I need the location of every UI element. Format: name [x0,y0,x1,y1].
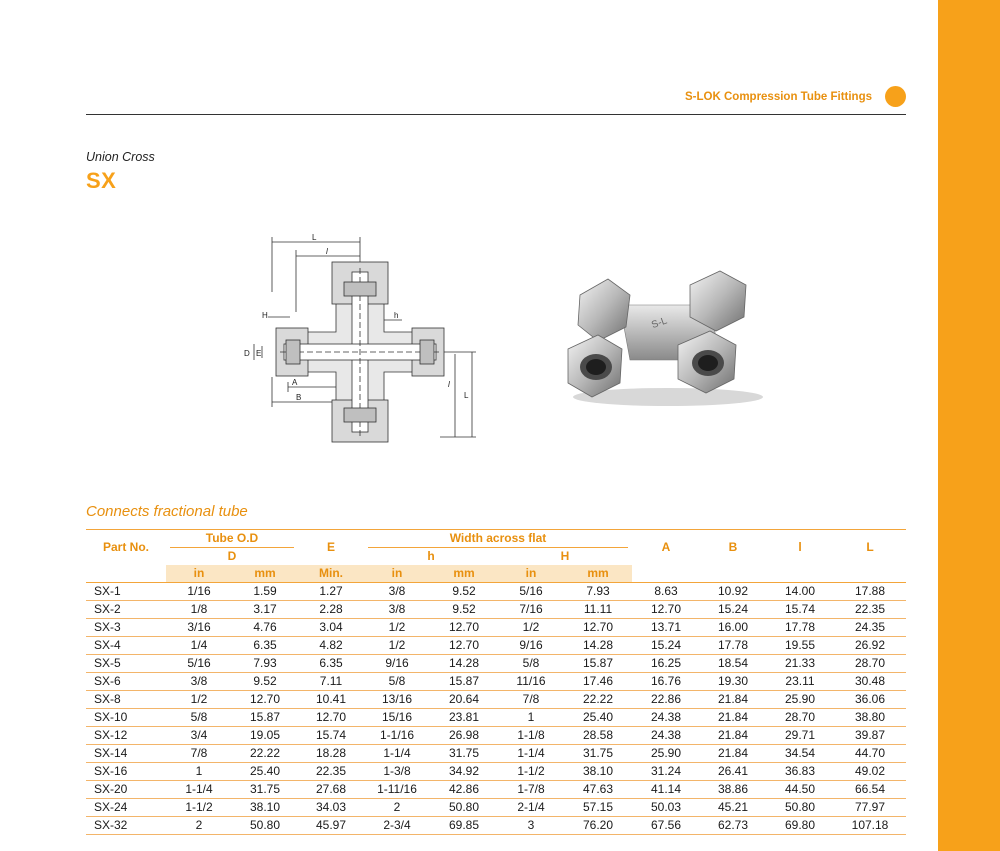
table-cell: 17.46 [582,674,614,688]
table-cell: 13.71 [650,620,682,634]
table-cell: 34.54 [784,746,816,760]
table-cell: 15.87 [249,710,281,724]
table-cell: 50.03 [650,800,682,814]
table-cell: 9.52 [452,602,476,616]
table-cell: 39.87 [854,728,886,742]
table-row [86,817,906,835]
table-cell: 107.18 [851,818,889,832]
part-number-cell: SX-5 [94,656,121,670]
table-cell: 5/16 [519,584,543,598]
table-cell: 23.11 [785,674,815,688]
table-cell: 3.17 [253,602,277,616]
table-cell: 1-1/8 [517,728,545,742]
table-cell: 7/8 [190,746,208,760]
table-cell: 22.35 [315,764,347,778]
header-e: E [326,540,335,554]
table-cell: 2.28 [319,602,343,616]
spec-table [86,529,906,835]
table-cell: 25.90 [784,692,816,706]
table-row [86,763,906,781]
table-cell: 15.74 [315,728,347,742]
table-cell: 1-7/8 [517,782,545,796]
table-cell: 1-1/4 [517,746,545,760]
table-cell: 15.24 [717,602,749,616]
table-cell: 36.83 [784,764,816,778]
table-cell: 2 [195,818,203,832]
table-cell: 19.55 [784,638,816,652]
table-row [86,637,906,655]
header-title: S-LOK Compression Tube Fittings [685,91,872,103]
table-cell: 38.80 [854,710,886,724]
table-cell: 6.35 [253,638,277,652]
technical-drawing [240,232,480,447]
table-cell: 7.93 [586,584,610,598]
table-cell: 77.97 [854,800,886,814]
table-cell: 24.35 [854,620,886,634]
header-width-across-flat: Width across flat [368,530,628,548]
table-cell: 26.92 [854,638,886,652]
table-cell: 12.70 [448,620,480,634]
table-cell: 16.76 [650,674,682,688]
table-cell: 45.21 [717,800,749,814]
part-number-cell: SX-16 [94,764,128,778]
table-row [86,709,906,727]
table-cell: 69.80 [784,818,816,832]
table-cell: 1-1/16 [379,728,415,742]
table-cell: 18.54 [717,656,749,670]
table-cell: 1/8 [190,602,208,616]
table-cell: 7.93 [253,656,277,670]
side-accent-stripe [938,0,1000,851]
table-cell: 28.70 [854,656,886,670]
drawing-label-h: h [394,311,399,320]
table-cell: 15.87 [582,656,614,670]
part-number-cell: SX-3 [94,620,121,634]
table-cell: 76.20 [582,818,614,832]
part-number-cell: SX-10 [94,710,128,724]
table-cell: 1/2 [388,620,406,634]
table-cell: 44.70 [854,746,886,760]
table-row [86,691,906,709]
table-cell: 1-1/2 [185,800,213,814]
table-cell: 25.40 [249,764,281,778]
table-cell: 42.86 [448,782,480,796]
part-number-cell: SX-32 [94,818,128,832]
table-cell: 50.80 [249,818,281,832]
table-row [86,745,906,763]
header-mm-1: mm [232,565,298,583]
table-cell: 10.92 [717,584,749,598]
table-cell: 5/16 [187,656,211,670]
table-cell: 5/8 [522,656,540,670]
table-cell: 50.80 [448,800,480,814]
drawing-label-L-side: L [464,391,469,400]
table-cell: 9/16 [519,638,543,652]
table-cell: 4.76 [253,620,277,634]
table-cell: 31.24 [650,764,682,778]
table-cell: 4.82 [319,638,343,652]
table-cell: 9/16 [385,656,409,670]
part-number-cell: SX-12 [94,728,128,742]
table-cell: 34.92 [448,764,480,778]
table-cell: 5/8 [190,710,208,724]
table-row [86,619,906,637]
part-number-cell: SX-24 [94,800,128,814]
table-row [86,655,906,673]
table-cell: 34.03 [315,800,347,814]
page-header [86,84,906,115]
header-b: B [728,540,738,554]
part-number-cell: SX-6 [94,674,121,688]
table-cell: 14.28 [448,656,480,670]
table-cell: 12.70 [650,602,682,616]
table-cell: 31.75 [249,782,281,796]
table-cell: 16.00 [717,620,749,634]
table-cell: 3/8 [388,602,406,616]
table-cell: 1/2 [190,692,208,706]
table-cell: 17.78 [784,620,816,634]
product-name: Union Cross [86,150,155,164]
spec-table-body [86,583,906,835]
header-d: D [227,549,237,563]
table-cell: 19.30 [717,674,749,688]
product-photo [560,265,775,410]
table-cell: 1-1/2 [517,764,545,778]
table-row [86,727,906,745]
table-cell: 16.25 [650,656,682,670]
header-mm-2: mm [430,565,498,583]
table-cell: 10.41 [315,692,347,706]
drawing-label-H: H [262,311,268,320]
table-cell: 15.74 [784,602,816,616]
table-cell: 30.48 [854,674,886,688]
table-cell: 2-1/4 [517,800,545,814]
table-cell: 62.73 [717,818,749,832]
header-mm-3: mm [564,565,632,583]
table-cell: 9.52 [452,584,476,598]
table-cell: 31.75 [582,746,614,760]
table-cell: 24.38 [650,710,682,724]
table-cell: 26.41 [717,764,749,778]
table-cell: 38.10 [582,764,614,778]
table-cell: 24.38 [650,728,682,742]
header-h-small: h [427,549,435,563]
table-cell: 66.54 [854,782,886,796]
part-number-cell: SX-1 [94,584,121,598]
table-cell: 12.70 [315,710,347,724]
header-in-1: in [166,565,232,583]
table-cell: 25.90 [650,746,682,760]
table-cell: 1 [527,710,535,724]
table-cell: 23.81 [448,710,480,724]
table-cell: 1/2 [522,620,540,634]
table-cell: 36.06 [854,692,886,706]
header-part-no: Part No. [102,540,149,554]
table-cell: 14.00 [784,584,816,598]
table-cell: 11.11 [583,602,613,616]
table-cell: 13/16 [381,692,413,706]
table-cell: 49.02 [854,764,886,778]
table-cell: 38.86 [717,782,749,796]
table-cell: 12.70 [582,620,614,634]
header-dot-icon [885,86,906,107]
table-cell: 1-11/16 [377,782,417,796]
table-cell: 5/8 [388,674,406,688]
svg-text:S-L: S-L [650,315,669,332]
table-cell: 69.85 [448,818,480,832]
header-tube-od: Tube O.D [170,530,294,548]
table-cell: 1/2 [388,638,406,652]
table-cell: 15.24 [650,638,682,652]
drawing-label-L: L [312,233,317,242]
table-cell: 45.97 [315,818,347,832]
table-cell: 22.86 [650,692,682,706]
part-number-cell: SX-20 [94,782,128,796]
table-cell: 20.64 [448,692,480,706]
table-cell: 14.28 [582,638,614,652]
table-cell: 9.52 [253,674,277,688]
table-cell: 22.22 [582,692,614,706]
table-cell: 2-3/4 [383,818,411,832]
table-cell: 11/16 [516,674,546,688]
section-title: Connects fractional tube [86,503,248,520]
table-row [86,673,906,691]
table-row [86,781,906,799]
header-in-3: in [498,565,564,583]
table-cell: 3.04 [319,620,343,634]
table-cell: 3/4 [190,728,208,742]
table-cell: 50.80 [784,800,816,814]
table-cell: 7/16 [519,602,543,616]
header-h-large: H [560,549,570,563]
table-row [86,799,906,817]
header-l-large: L [866,540,874,554]
table-cell: 57.15 [582,800,614,814]
drawing-label-B: B [296,393,302,402]
table-cell: 15.87 [448,674,480,688]
table-row [86,583,906,601]
product-code: SX [86,168,117,193]
table-cell: 3/16 [187,620,211,634]
table-cell: 21.33 [784,656,816,670]
table-cell: 8.63 [654,584,678,598]
table-cell: 3/8 [190,674,208,688]
table-cell: 31.75 [448,746,480,760]
drawing-label-l-side: l [448,380,450,389]
table-cell: 25.40 [582,710,614,724]
table-cell: 38.10 [249,800,281,814]
part-number-cell: SX-2 [94,602,121,616]
table-cell: 26.98 [448,728,480,742]
table-cell: 19.05 [249,728,281,742]
table-cell: 28.70 [784,710,816,724]
table-cell: 15/16 [381,710,413,724]
table-cell: 22.35 [854,602,886,616]
table-cell: 21.84 [717,710,749,724]
header-a: A [661,540,671,554]
table-cell: 12.70 [249,692,281,706]
table-cell: 18.28 [315,746,347,760]
part-number-cell: SX-14 [94,746,128,760]
drawing-label-l-top: l [326,247,328,256]
table-cell: 3/8 [388,584,406,598]
drawing-label-A: A [292,378,298,387]
table-cell: 12.70 [448,638,480,652]
table-cell: 29.71 [784,728,816,742]
table-cell: 6.35 [319,656,343,670]
part-number-cell: SX-4 [94,638,121,652]
table-cell: 1.59 [253,584,277,598]
table-cell: 17.78 [717,638,749,652]
table-cell: 21.84 [717,746,749,760]
table-cell: 1/16 [187,584,211,598]
table-cell: 22.22 [249,746,281,760]
header-l-small: l [798,540,802,554]
table-cell: 67.56 [650,818,682,832]
table-cell: 1-1/4 [185,782,213,796]
table-row [86,601,906,619]
table-cell: 41.14 [650,782,682,796]
table-cell: 7.11 [319,674,343,688]
table-cell: 44.50 [784,782,816,796]
table-cell: 28.58 [582,728,614,742]
header-in-2: in [364,565,430,583]
table-cell: 1-1/4 [383,746,411,760]
drawing-label-D: D [244,349,250,358]
table-cell: 1 [195,764,203,778]
table-cell: 17.88 [854,584,886,598]
header-min: Min. [298,565,364,583]
table-cell: 21.84 [717,692,749,706]
table-cell: 27.68 [315,782,347,796]
table-cell: 2 [393,800,401,814]
table-cell: 21.84 [717,728,749,742]
table-cell: 1-3/8 [383,764,411,778]
table-cell: 7/8 [522,692,540,706]
table-cell: 1.27 [319,584,343,598]
drawing-label-E: E [256,349,262,358]
table-cell: 47.63 [582,782,614,796]
part-number-cell: SX-8 [94,692,121,706]
table-cell: 3 [527,818,535,832]
table-cell: 1/4 [190,638,208,652]
